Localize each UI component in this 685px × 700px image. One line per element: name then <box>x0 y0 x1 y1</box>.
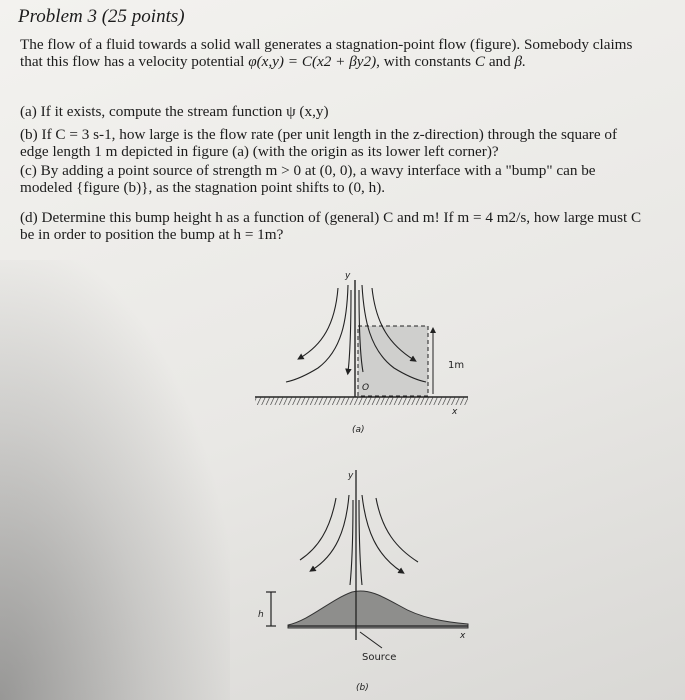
velocity-potential: φ(x,y) = C(x2 + βy2) <box>248 53 377 70</box>
streamline-b-right-2 <box>376 498 418 562</box>
size-label: 1m <box>448 360 465 371</box>
figure-a <box>255 271 468 435</box>
caption-b: (b) <box>356 683 369 693</box>
y-label-a: y <box>345 271 351 281</box>
origin-label: O <box>362 383 370 393</box>
streamline-a-left-2 <box>300 288 338 358</box>
intro-line-2: that this flow has a velocity potential φ(x,y) = C(x2 + βy2), with constants C and β. <box>20 53 526 70</box>
wall-hatch-a <box>255 397 468 405</box>
streamline-b-left-1 <box>312 495 349 570</box>
h-label: h <box>258 610 264 620</box>
figure-b <box>258 470 468 693</box>
streamline-a-left-3 <box>348 290 351 372</box>
part-b: (b) If C = 3 s-1, how large is the flow rate (per unit length in the z-direction) through the square of edge length 1 m depicted in figure (a) (with the origin as its lower left corner)? <box>20 126 618 160</box>
bump <box>288 591 468 628</box>
caption-a: (a) <box>352 425 365 435</box>
y-label-b: y <box>348 471 354 481</box>
x-label-a: x <box>452 407 458 417</box>
problem-title: Problem 3 (25 points) <box>18 6 185 27</box>
streamline-b-right-1 <box>362 495 402 572</box>
streamline-a-left-1 <box>286 285 348 382</box>
x-label-b: x <box>460 631 466 641</box>
streamline-b-right-3 <box>359 500 362 585</box>
source-label: Source <box>362 652 397 663</box>
part-d: (d) Determine this bump height h as a function of (general) C and m! If m = 4 m2/s, how large must C be in order to position the bump at h = 1m? <box>20 209 642 243</box>
part-a: (a) If it exists, compute the stream function ψ (x,y) <box>20 103 329 120</box>
streamline-b-left-3 <box>350 500 353 585</box>
source-pointer <box>360 632 382 648</box>
intro-line-1: The flow of a fluid towards a solid wall generates a stagnation-point flow (figure). Somebody claims <box>20 36 633 53</box>
streamline-b-left-2 <box>300 498 336 560</box>
part-c: (c) By adding a point source of strength m > 0 at (0, 0), a wavy interface with a "bump" can be modeled {figure (b)}, as the stagnation point shifts to (0, h). <box>20 162 596 196</box>
